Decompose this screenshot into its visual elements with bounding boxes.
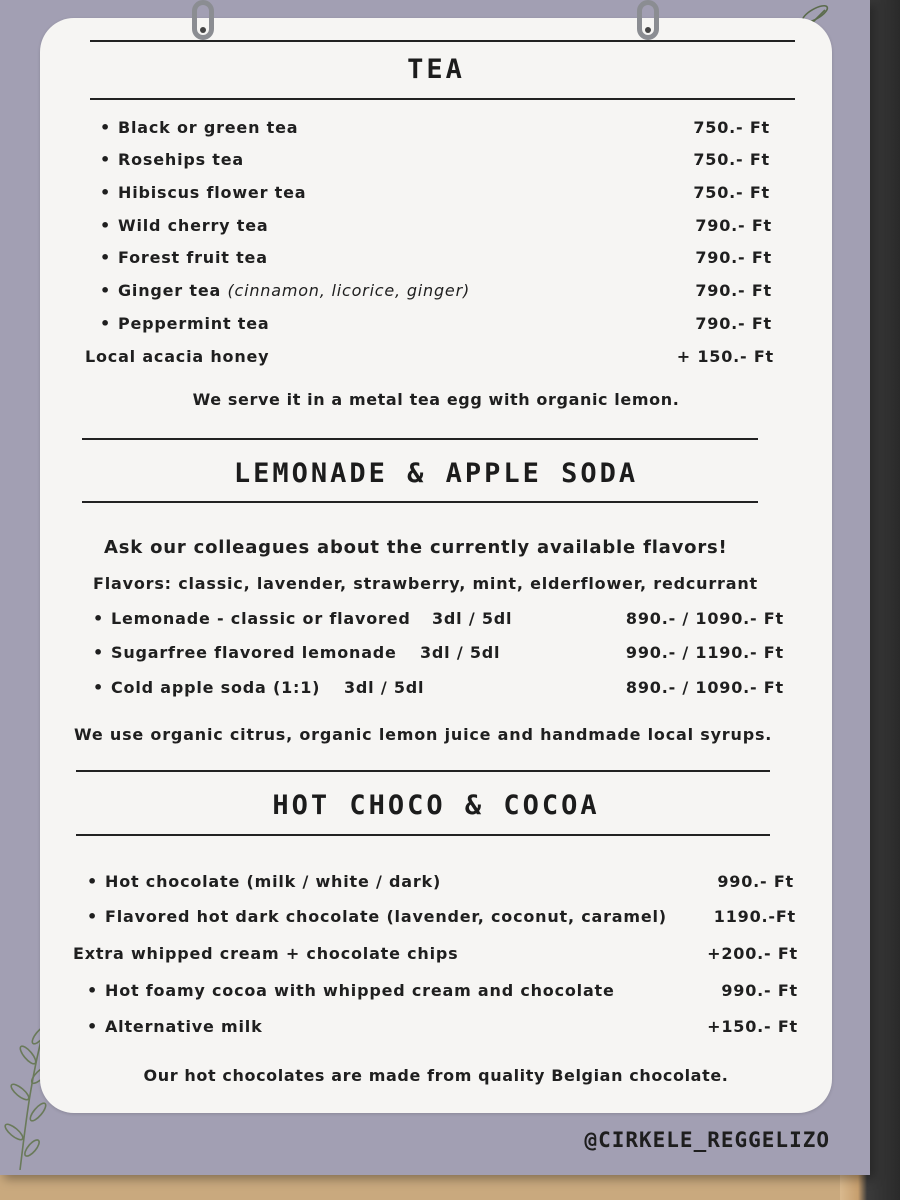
item-name: Hibiscus flower tea xyxy=(118,183,307,202)
item-size: 3dl / 5dl xyxy=(432,609,513,628)
menu-extra: Local acacia honey xyxy=(85,347,270,366)
menu-item: • Flavored hot dark chocolate (lavender, coconut, caramel) xyxy=(87,907,667,926)
lemonade-ask: Ask our colleagues about the currently available flavors! xyxy=(104,537,728,558)
item-price: 750.- Ft xyxy=(693,118,770,137)
menu-item: • Hot chocolate (milk / white / dark) xyxy=(87,872,442,891)
item-price: 990.- Ft xyxy=(721,981,798,1000)
item-price: 790.- Ft xyxy=(695,216,772,235)
menu-item: • Hibiscus flower tea xyxy=(100,183,307,202)
menu-item: • Lemonade - classic or flavored xyxy=(93,609,411,628)
item-price: 790.- Ft xyxy=(695,248,772,267)
section-title-tea: TEA xyxy=(407,54,465,85)
item-price: +150.- Ft xyxy=(707,1017,798,1036)
choco-note: Our hot chocolates are made from quality Belgian chocolate. xyxy=(143,1066,729,1085)
binder-ring xyxy=(637,0,659,40)
binder-ring xyxy=(192,0,214,40)
section-title-lemonade: LEMONADE & APPLE SODA xyxy=(233,458,639,489)
item-name: Wild cherry tea xyxy=(118,216,269,235)
item-name: Rosehips tea xyxy=(118,150,245,169)
menu-card xyxy=(40,18,832,1113)
section-title-choco: HOT CHOCO & COCOA xyxy=(272,790,600,821)
menu-extra: Extra whipped cream + chocolate chips xyxy=(73,944,459,963)
item-price: 790.- Ft xyxy=(695,281,772,300)
item-price: 890.- / 1090.- Ft xyxy=(625,609,784,628)
divider xyxy=(90,98,795,100)
menu-item: • Sugarfree flavored lemonade xyxy=(93,643,397,662)
divider xyxy=(76,834,770,836)
divider xyxy=(90,40,795,42)
item-size: 3dl / 5dl xyxy=(344,678,425,697)
item-name: Peppermint tea xyxy=(118,314,270,333)
menu-item: • Cold apple soda (1:1) xyxy=(93,678,321,697)
item-name: Black or green tea xyxy=(118,118,299,137)
item-name: Lemonade - classic or flavored xyxy=(111,609,411,628)
item-name: Alternative milk xyxy=(105,1017,263,1036)
item-price: 890.- / 1090.- Ft xyxy=(625,678,784,697)
menu-item: • Forest fruit tea xyxy=(100,248,268,267)
extra-price: + 150.- Ft xyxy=(676,347,774,366)
menu-item: • Rosehips tea xyxy=(100,150,245,169)
tea-note: We serve it in a metal tea egg with organic lemon. xyxy=(192,390,680,409)
menu-item: • Black or green tea xyxy=(100,118,299,137)
divider xyxy=(76,770,770,772)
item-detail: (cinnamon, licorice, ginger) xyxy=(227,281,470,300)
item-name: Flavored hot dark chocolate (lavender, coconut, caramel) xyxy=(105,907,667,926)
item-price: 750.- Ft xyxy=(693,183,770,202)
item-name: Forest fruit tea xyxy=(118,248,268,267)
divider xyxy=(82,501,758,503)
menu-item: • Hot foamy cocoa with whipped cream and chocolate xyxy=(87,981,615,1000)
lemonade-flavors: Flavors: classic, lavender, strawberry, mint, elderflower, redcurrant xyxy=(93,574,758,593)
item-name: Hot chocolate (milk / white / dark) xyxy=(105,872,442,891)
divider xyxy=(82,438,758,440)
item-price: 750.- Ft xyxy=(693,150,770,169)
menu-item: • Alternative milk xyxy=(87,1017,263,1036)
item-price: 1190.-Ft xyxy=(713,907,796,926)
lemonade-note: We use organic citrus, organic lemon juice and handmade local syrups. xyxy=(74,725,773,744)
menu-item: • Ginger tea (cinnamon, licorice, ginger) xyxy=(100,281,470,300)
item-name: Sugarfree flavored lemonade xyxy=(111,643,397,662)
menu-item: • Peppermint tea xyxy=(100,314,270,333)
menu-item: • Wild cherry tea xyxy=(100,216,269,235)
item-price: +200.- Ft xyxy=(707,944,798,963)
item-name: Cold apple soda (1:1) xyxy=(111,678,321,697)
item-price: 990.- Ft xyxy=(717,872,794,891)
instagram-handle: @CIRKELE_REGGELIZO xyxy=(584,1128,830,1152)
item-price: 790.- Ft xyxy=(695,314,772,333)
item-size: 3dl / 5dl xyxy=(420,643,501,662)
item-name: Ginger tea xyxy=(118,281,222,300)
item-price: 990.- / 1190.- Ft xyxy=(625,643,784,662)
item-name: Hot foamy cocoa with whipped cream and chocolate xyxy=(105,981,615,1000)
